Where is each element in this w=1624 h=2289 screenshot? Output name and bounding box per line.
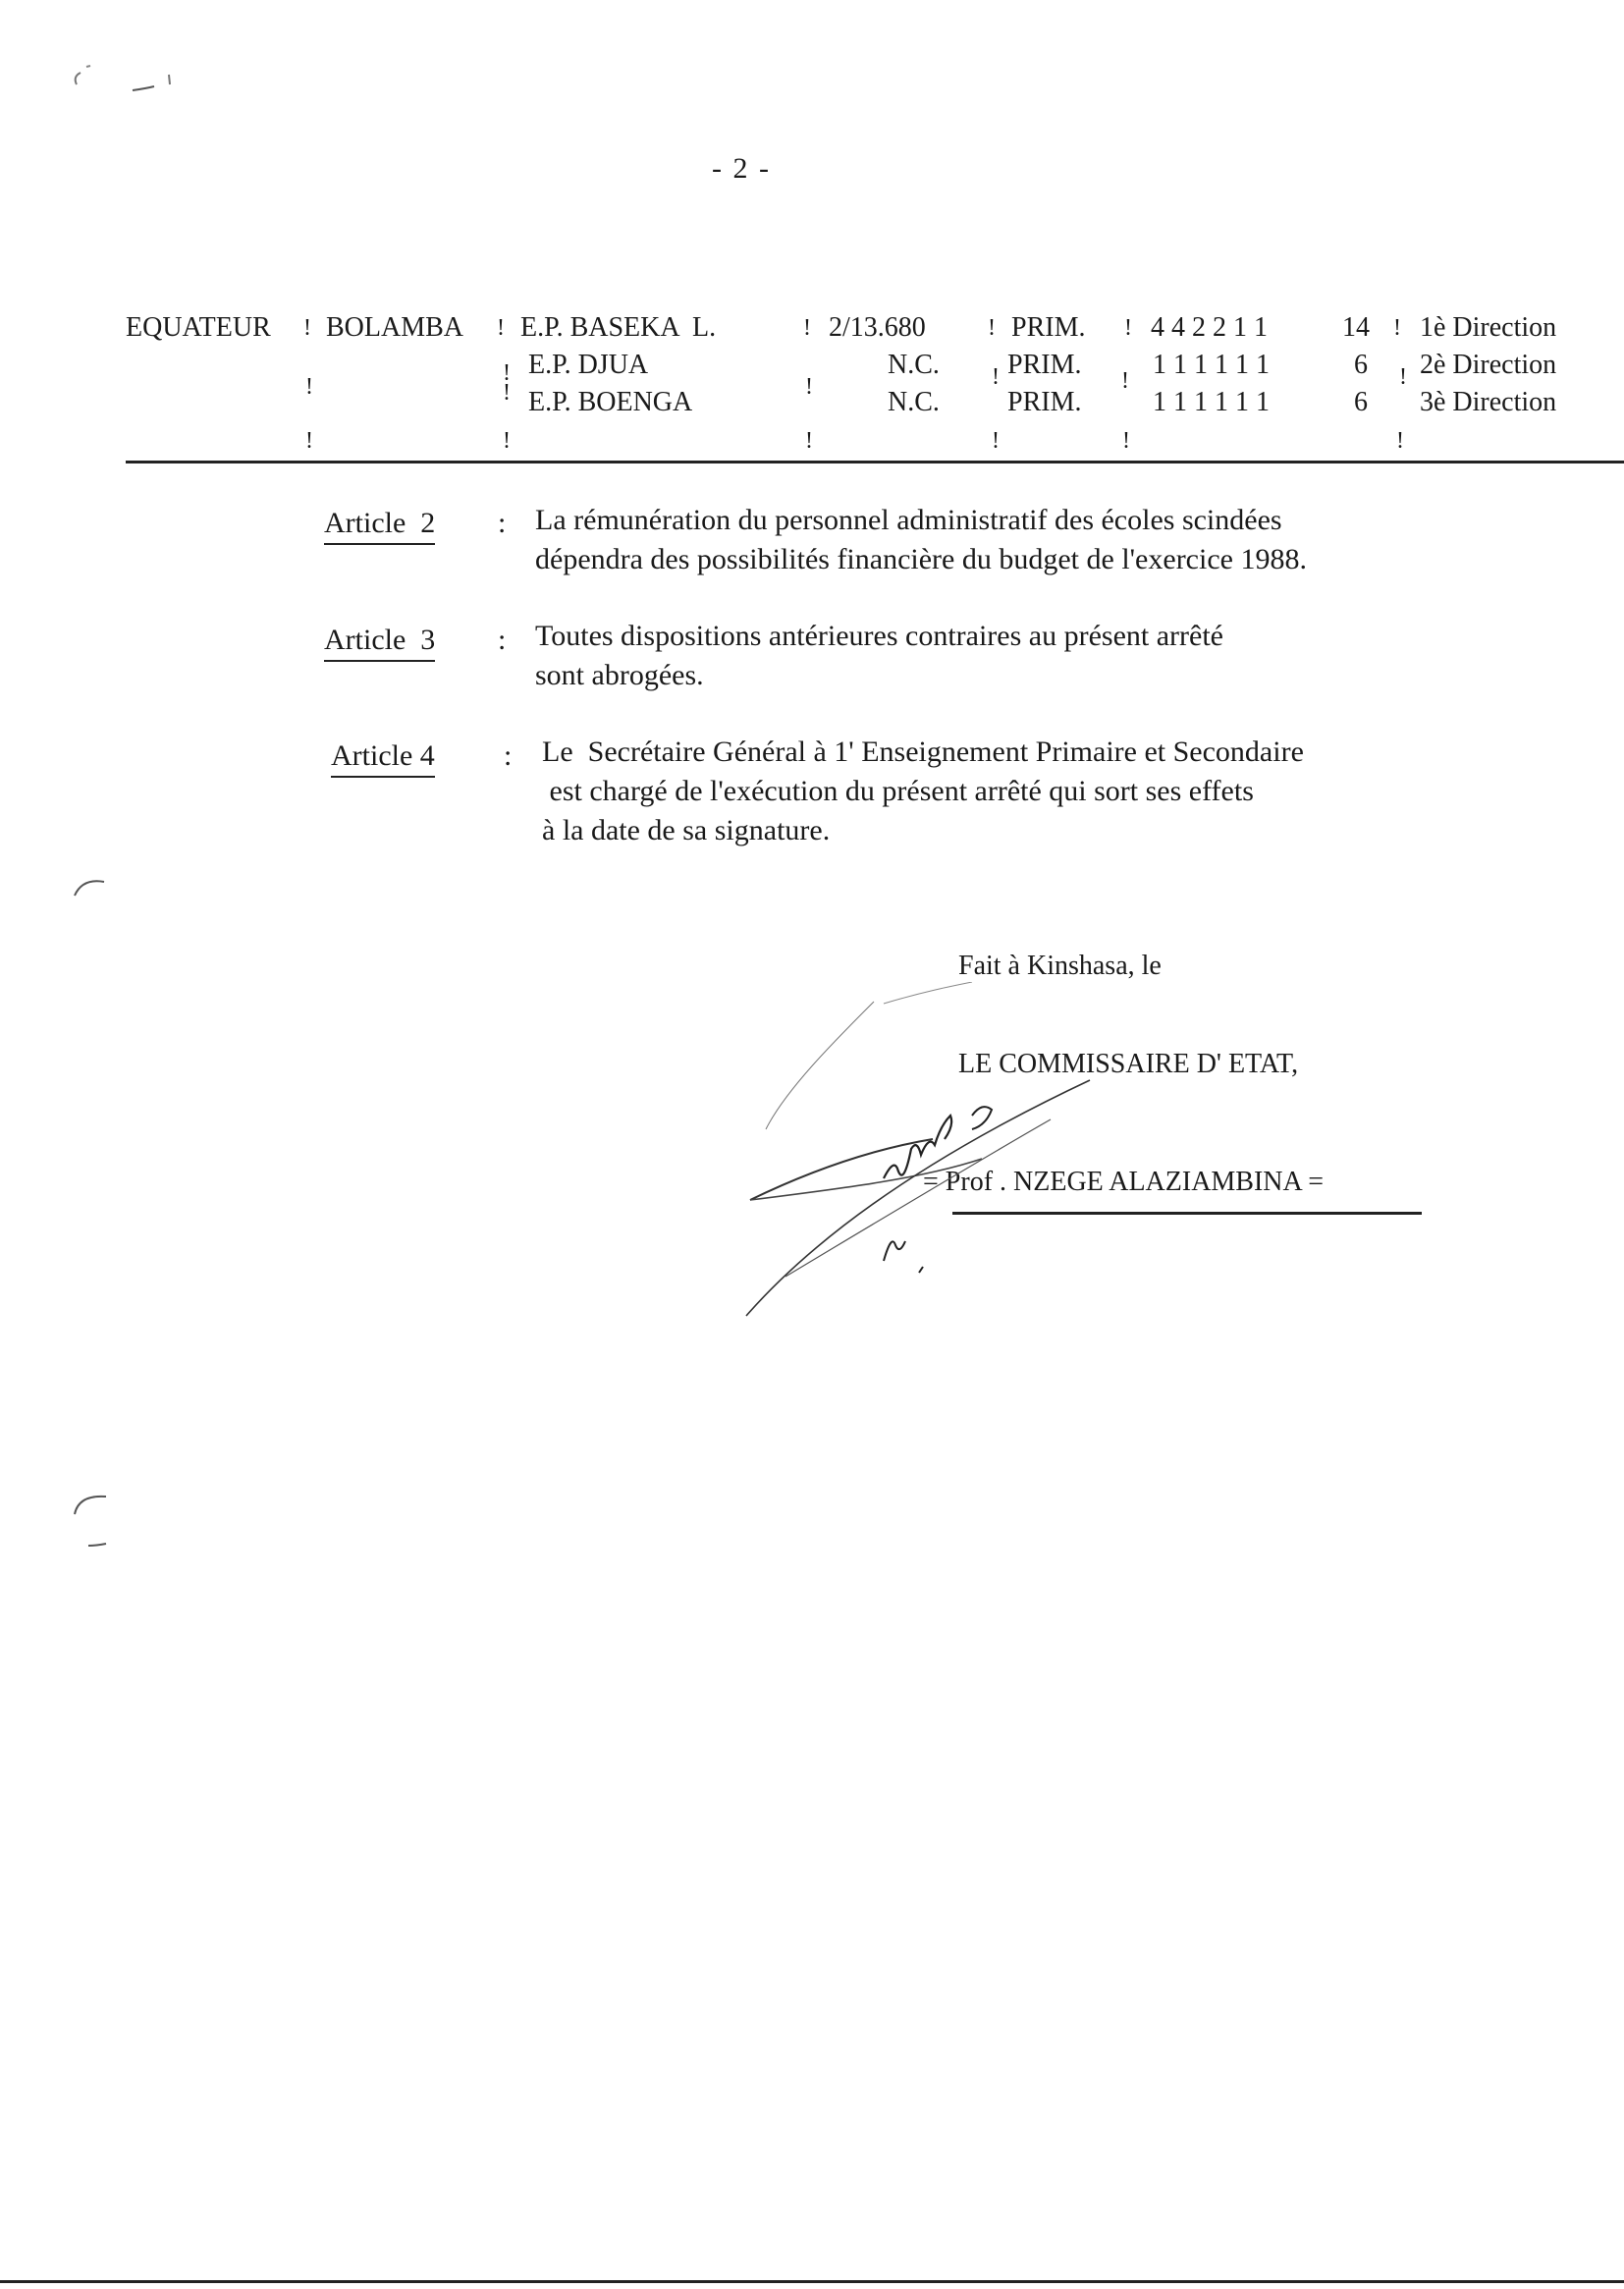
table-cell-school: E.P. BASEKA L. [520, 312, 717, 343]
article-line: La rémunération du personnel administratif des écoles scindées [535, 504, 1282, 536]
page-number: - 2 - [712, 152, 771, 185]
column-separator: ! [1124, 315, 1132, 341]
article-line: dépendra des possibilités financière du budget de l'exercice 1988. [535, 543, 1307, 575]
table-cell-level: PRIM. [1007, 350, 1082, 380]
table-cell-total: 14 [1342, 312, 1370, 343]
article-label: Article 2 [324, 507, 435, 545]
table-cell-direction: 3è Direction [1420, 387, 1557, 417]
column-separator: ! [503, 360, 511, 386]
column-separator: ! [305, 428, 313, 454]
column-separator: ! [497, 315, 505, 341]
article-colon: : [498, 507, 507, 539]
article-line: Toutes dispositions antérieures contraires au présent arrêté [535, 620, 1223, 652]
table-cell-level: PRIM. [1007, 387, 1082, 417]
handwritten-signature [727, 982, 1159, 1335]
table-cell-territory: BOLAMBA [326, 312, 464, 343]
column-separator: ! [305, 374, 313, 400]
column-separator: ! [503, 380, 511, 406]
table-cell-direction: 2è Direction [1420, 350, 1557, 380]
table-cell-reference: 2/13.680 [829, 312, 926, 343]
column-separator: ! [1396, 428, 1404, 454]
table-cell-direction: 1è Direction [1420, 312, 1557, 343]
table-cell-level: PRIM. [1011, 312, 1086, 343]
table-cell-classes: 1 1 1 1 1 1 [1153, 350, 1270, 380]
article-body [535, 617, 1223, 695]
article-colon: : [498, 624, 507, 656]
table-cell-school: E.P. BOENGA [528, 387, 693, 417]
column-separator: ! [1122, 428, 1130, 454]
binding-hole-mark [63, 874, 122, 923]
column-separator: ! [805, 374, 813, 400]
article-line: sont abrogées. [535, 659, 704, 691]
article-body [535, 501, 1307, 579]
article-label: Article 4 [331, 739, 435, 778]
scan-mark-top [69, 59, 187, 98]
page-bottom-rule [0, 2280, 1624, 2283]
table-cell-reference: N.C. [888, 387, 940, 417]
column-separator: ! [1121, 368, 1129, 394]
column-separator: ! [803, 315, 811, 341]
article-line: est chargé de l'exécution du présent arrêté qui sort ses effets [542, 775, 1254, 807]
article-body [542, 733, 1304, 850]
table-cell-classes: 4 4 2 2 1 1 [1151, 312, 1268, 343]
table-cell-total: 6 [1354, 387, 1368, 417]
table-cell-province: EQUATEUR [126, 312, 271, 343]
table-bottom-rule [126, 461, 1624, 463]
binding-hole-mark [63, 1485, 122, 1553]
column-separator: ! [303, 315, 311, 341]
column-separator: ! [1393, 315, 1401, 341]
article-label: Article 3 [324, 624, 435, 662]
article-colon: : [504, 739, 513, 772]
table-cell-school: E.P. DJUA [528, 350, 649, 380]
column-separator: ! [992, 428, 1000, 454]
column-separator: ! [992, 364, 1000, 390]
column-separator: ! [1399, 364, 1407, 390]
table-cell-reference: N.C. [888, 350, 940, 380]
article-line: Le Secrétaire Général à 1' Enseignement Primaire et Secondaire [542, 736, 1304, 768]
table-cell-total: 6 [1354, 350, 1368, 380]
signatory-title: LE COMMISSAIRE D' ETAT, [958, 1049, 1299, 1079]
signatory-name: = Prof . NZEGE ALAZIAMBINA = [923, 1167, 1324, 1197]
table-cell-classes: 1 1 1 1 1 1 [1153, 387, 1270, 417]
place-date-line: Fait à Kinshasa, le [958, 951, 1162, 981]
column-separator: ! [503, 428, 511, 454]
column-separator: ! [988, 315, 996, 341]
column-separator: ! [805, 428, 813, 454]
article-line: à la date de sa signature. [542, 814, 831, 846]
